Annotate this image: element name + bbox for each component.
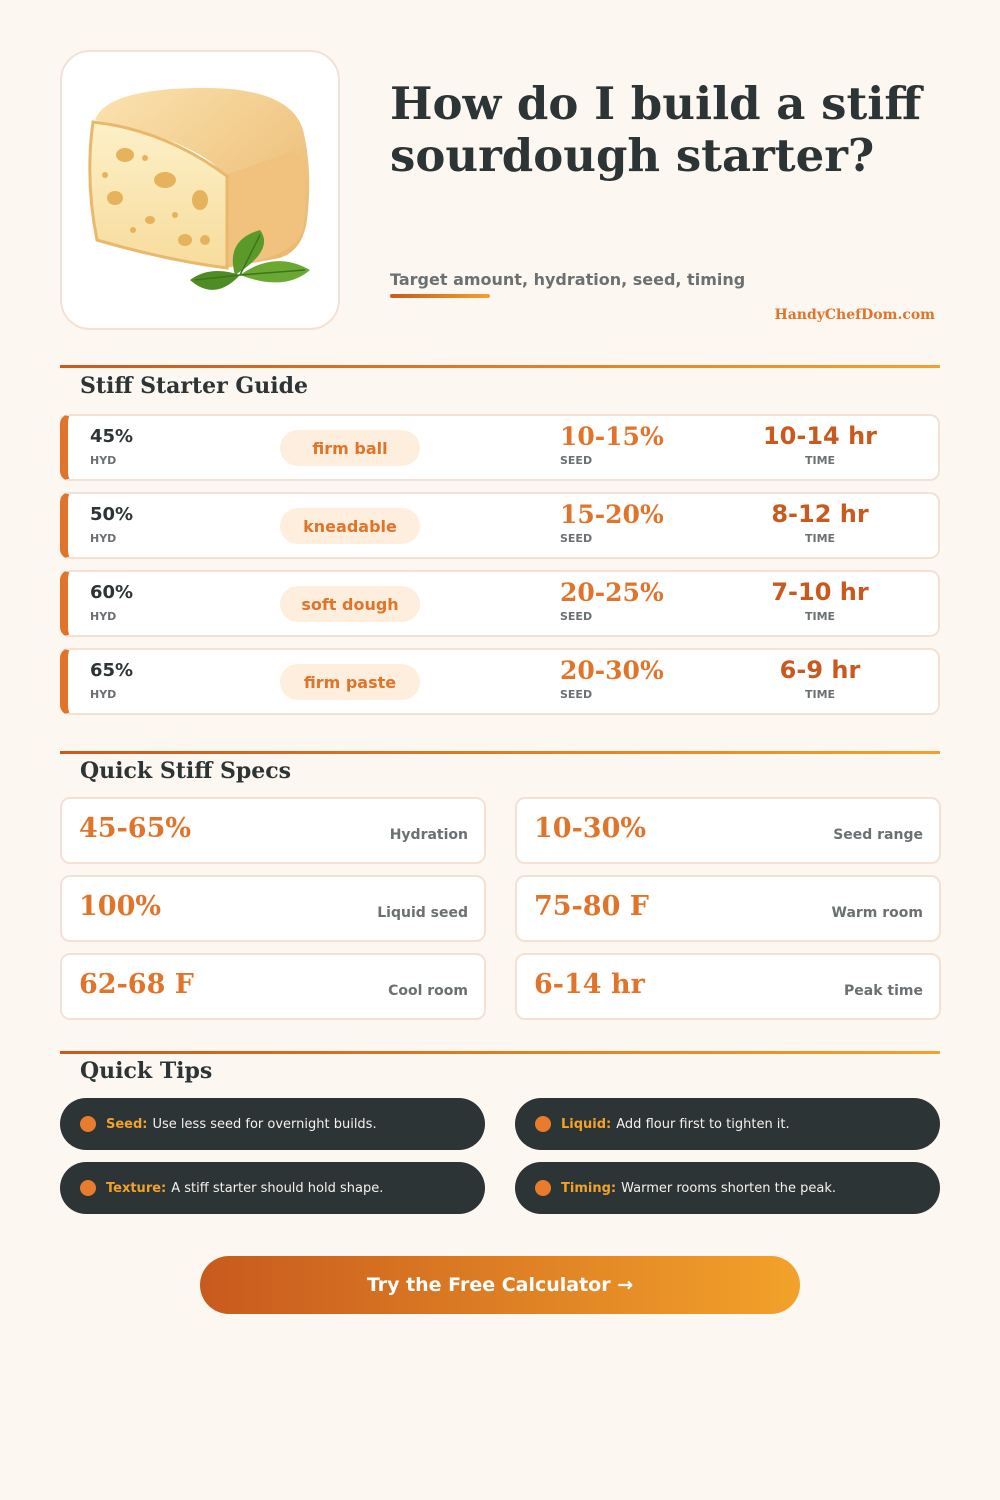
guide-hydration-value: 60% [90,582,134,603]
spec-label: Seed range [833,827,923,843]
guide-texture-pill: firm ball [280,430,420,466]
guide-row [60,492,940,559]
specs-section-rule [60,751,940,754]
tip-item [515,1162,940,1214]
guide-row [60,648,940,715]
brand-link[interactable]: HandyChefDom.com [774,307,935,323]
guide-row [60,414,940,481]
guide-hydration-value: 45% [90,426,134,447]
tip-key: Seed: [106,1116,148,1132]
bullet-dot-icon [80,1180,96,1196]
guide-time-label: TIME [804,454,836,467]
specs-section-title: Quick Stiff Specs [80,758,291,784]
guide-seed-value: 20-30% [560,656,664,685]
hero-image-card [60,50,340,330]
guide-hydration-label: HYD [90,610,117,623]
spec-label: Liquid seed [377,905,468,921]
page-title: How do I build a stiff sourdough starter? [390,77,922,182]
tips-section-title: Quick Tips [80,1058,213,1084]
guide-hydration-label: HYD [90,454,117,467]
guide-hydration-label: HYD [90,532,117,545]
tip-text: A stiff starter should hold shape. [171,1180,384,1196]
guide-time-value: 6-9 hr [779,656,861,684]
spec-card [60,953,486,1020]
bread-with-basil-icon [75,80,325,300]
guide-hydration-value: 50% [90,504,134,525]
spec-value: 45-65% [79,813,192,844]
guide-time-value: 7-10 hr [771,578,869,606]
bullet-dot-icon [535,1180,551,1196]
bullet-dot-icon [535,1116,551,1132]
spec-value: 10-30% [534,813,647,844]
spec-label: Peak time [844,983,923,999]
guide-seed-label: SEED [560,610,593,623]
spec-card [515,797,941,864]
page-subtitle: Target amount, hydration, seed, timing [390,270,746,289]
guide-row [60,570,940,637]
spec-card [60,875,486,942]
spec-label: Warm room [831,905,923,921]
spec-value: 6-14 hr [534,969,645,1000]
guide-seed-value: 15-20% [560,500,664,529]
tip-text: Warmer rooms shorten the peak. [621,1180,836,1196]
guide-section-title: Stiff Starter Guide [80,373,308,399]
guide-seed-label: SEED [560,688,593,701]
spec-label: Hydration [389,827,468,843]
guide-seed-value: 10-15% [560,422,664,451]
spec-value: 75-80 F [534,891,649,922]
tip-text: Use less seed for overnight builds. [152,1116,377,1132]
guide-texture-pill: firm paste [280,664,420,700]
spec-label: Cool room [388,983,468,999]
guide-time-label: TIME [804,688,836,701]
guide-hydration-value: 65% [90,660,134,681]
guide-seed-value: 20-25% [560,578,664,607]
tip-key: Liquid: [561,1116,612,1132]
guide-texture-pill: kneadable [280,508,420,544]
guide-time-label: TIME [804,532,836,545]
spec-value: 62-68 F [79,969,194,1000]
spec-card [515,875,941,942]
guide-time-value: 10-14 hr [762,422,878,450]
guide-texture-pill: soft dough [280,586,420,622]
guide-hydration-label: HYD [90,688,117,701]
bullet-dot-icon [80,1116,96,1132]
guide-seed-label: SEED [560,454,593,467]
tip-key: Timing: [561,1180,617,1196]
spec-card [60,797,486,864]
tip-item [515,1098,940,1150]
guide-time-value: 8-12 hr [771,500,869,528]
tip-key: Texture: [106,1180,167,1196]
spec-value: 100% [79,891,162,922]
guide-time-label: TIME [804,610,836,623]
spec-card [515,953,941,1020]
guide-seed-label: SEED [560,532,593,545]
subtitle-accent-bar [390,294,490,298]
tip-item [60,1162,485,1214]
tip-item [60,1098,485,1150]
guide-section-rule [60,365,940,368]
tips-section-rule [60,1051,940,1054]
free-calculator-button[interactable]: Try the Free Calculator → [200,1256,800,1314]
tip-text: Add flour first to tighten it. [616,1116,790,1132]
